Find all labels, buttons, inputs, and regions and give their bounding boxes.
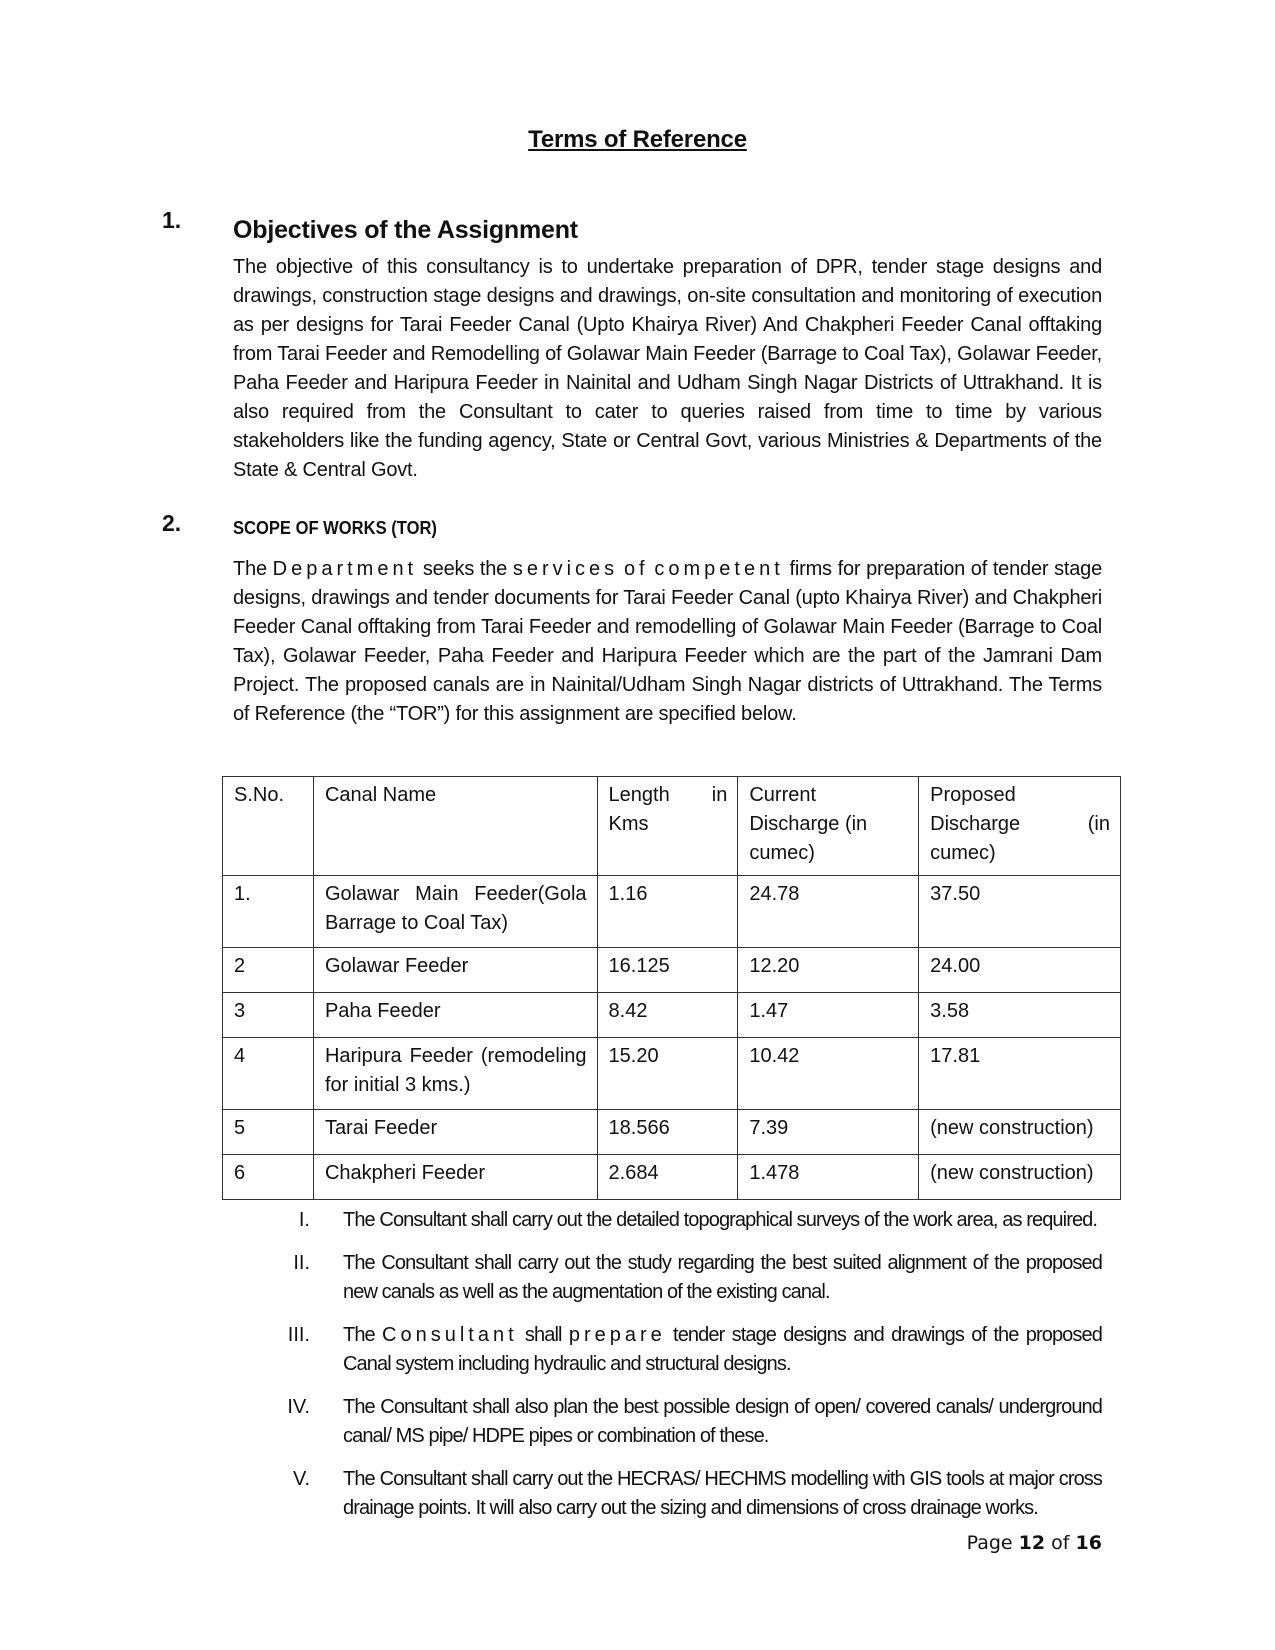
cell-sno: 2 bbox=[223, 948, 314, 993]
cell-proposed-discharge: 37.50 bbox=[919, 876, 1121, 948]
page-word: Page bbox=[966, 1532, 1013, 1554]
header-canal-name: Canal Name bbox=[313, 777, 597, 876]
total-pages: 16 bbox=[1075, 1532, 1102, 1554]
cell-current-discharge: 12.20 bbox=[738, 948, 919, 993]
cell-current-discharge: 7.39 bbox=[738, 1110, 919, 1155]
table-row bbox=[223, 1110, 1121, 1155]
list-item-number: IV. bbox=[287, 1396, 310, 1418]
cell-sno: 4 bbox=[223, 1038, 314, 1110]
list-item-text: The Consultant shall carry out the detailed topographical surveys of the work area, as required. bbox=[343, 1209, 1098, 1231]
cell-proposed-discharge: (new construction) bbox=[919, 1155, 1121, 1200]
table-row bbox=[223, 993, 1121, 1038]
table-row bbox=[223, 948, 1121, 993]
header-sno: S.No. bbox=[223, 777, 314, 876]
of-word: of bbox=[1051, 1532, 1070, 1554]
list-item-text: The Consultant shall carry out the HECRAS/ HECHMS modelling with GIS tools at major cross drainage points. It will also carry out the sizing and dimensions of cross drainage works. bbox=[343, 1468, 1102, 1519]
section-2-number: 2. bbox=[162, 510, 182, 536]
table-row bbox=[223, 1155, 1121, 1200]
header-length: Length in Kms bbox=[597, 777, 738, 876]
cell-length: 15.20 bbox=[597, 1038, 738, 1110]
list-item bbox=[270, 1249, 1102, 1307]
cell-length: 16.125 bbox=[597, 948, 738, 993]
cell-canal-name: Golawar Feeder bbox=[313, 948, 597, 993]
cell-proposed-discharge: 3.58 bbox=[919, 993, 1121, 1038]
list-item bbox=[270, 1393, 1102, 1451]
cell-current-discharge: 1.478 bbox=[738, 1155, 919, 1200]
section-2-body: The Department seeks the services of competent firms for preparation of tender stage designs, drawings and tender documents for Tarai Feeder Canal (upto Khairya River) and Chakpheri Feeder Canal offtaking from Tarai Feeder and remodelling of Golawar Main Feeder (Barrage to Coal Tax), Golawar Feeder, Paha Feeder and Haripura Feeder which are the part of the Jamrani Dam Project. The proposed canals are in Nainital/Udham Singh Nagar districts of Uttrakhand. The Terms of Reference (the “TOR”) for this assignment are specified below. bbox=[233, 558, 1103, 725]
list-item-number: II. bbox=[293, 1252, 310, 1274]
cell-length: 8.42 bbox=[597, 993, 738, 1038]
table-row bbox=[223, 876, 1121, 948]
list-item bbox=[270, 1465, 1102, 1523]
cell-length: 2.684 bbox=[597, 1155, 738, 1200]
section-1-number: 1. bbox=[162, 207, 182, 233]
canal-table bbox=[222, 776, 1121, 1200]
list-item-number: III. bbox=[287, 1324, 310, 1346]
cell-proposed-discharge: (new construction) bbox=[919, 1110, 1121, 1155]
cell-canal-name: Chakpheri Feeder bbox=[313, 1155, 597, 1200]
cell-length: 1.16 bbox=[597, 876, 738, 948]
cell-sno: 1. bbox=[223, 876, 314, 948]
cell-canal-name: Haripura Feeder (remodeling for initial 3 kms.) bbox=[313, 1038, 597, 1110]
page-number bbox=[967, 1532, 1102, 1554]
list-item-text: The Consultant shall also plan the best possible design of open/ covered canals/ underground canal/ MS pipe/ HDPE pipes or combination of these. bbox=[343, 1396, 1102, 1447]
cell-proposed-discharge: 17.81 bbox=[919, 1038, 1121, 1110]
table-row bbox=[223, 1038, 1121, 1110]
section-2-heading: SCOPE OF WORKS (TOR) bbox=[233, 518, 437, 538]
list-item bbox=[270, 1206, 1102, 1235]
list-item-number: V. bbox=[292, 1468, 310, 1490]
cell-current-discharge: 10.42 bbox=[738, 1038, 919, 1110]
cell-current-discharge: 24.78 bbox=[738, 876, 919, 948]
list-item-number: I. bbox=[298, 1209, 310, 1231]
page-title: Terms of Reference bbox=[528, 126, 747, 153]
cell-sno: 6 bbox=[223, 1155, 314, 1200]
cell-current-discharge: 1.47 bbox=[738, 993, 919, 1038]
cell-canal-name: Paha Feeder bbox=[313, 993, 597, 1038]
list-item-text: The Consultant shall prepare tender stage designs and drawings of the proposed Canal system including hydraulic and structural designs. bbox=[343, 1324, 1102, 1375]
cell-canal-name: Golawar Main Feeder(Gola Barrage to Coal Tax) bbox=[313, 876, 597, 948]
header-proposed-discharge: Proposed Discharge (in cumec) bbox=[919, 777, 1121, 876]
section-1-body: The objective of this consultancy is to undertake preparation of DPR, tender stage designs and drawings, construction stage designs and drawings, on-site consultation and monitoring of execution as per designs for Tarai Feeder Canal (Upto Khairya River) And Chakpheri Feeder Canal offtaking from Tarai Feeder and Remodelling of Golawar Main Feeder (Barrage to Coal Tax), Golawar Feeder, Paha Feeder and Haripura Feeder in Nainital and Udham Singh Nagar Districts of Uttrakhand. It is also required from the Consultant to cater to queries raised from time to time by various stakeholders like the funding agency, State or Central Govt, various Ministries & Departments of the State & Central Govt. bbox=[233, 256, 1102, 481]
cell-canal-name: Tarai Feeder bbox=[313, 1110, 597, 1155]
current-page: 12 bbox=[1018, 1532, 1046, 1554]
cell-sno: 3 bbox=[223, 993, 314, 1038]
list-item-text: The Consultant shall carry out the study regarding the best suited alignment of the proposed new canals as well as the augmentation of the existing canal. bbox=[343, 1252, 1102, 1303]
cell-sno: 5 bbox=[223, 1110, 314, 1155]
cell-proposed-discharge: 24.00 bbox=[919, 948, 1121, 993]
table-header-row bbox=[223, 777, 1121, 876]
cell-length: 18.566 bbox=[597, 1110, 738, 1155]
scope-items-list bbox=[270, 1206, 1102, 1537]
section-1-heading: Objectives of the Assignment bbox=[233, 216, 578, 244]
list-item bbox=[270, 1321, 1102, 1379]
header-current-discharge: Current Discharge (in cumec) bbox=[738, 777, 919, 876]
